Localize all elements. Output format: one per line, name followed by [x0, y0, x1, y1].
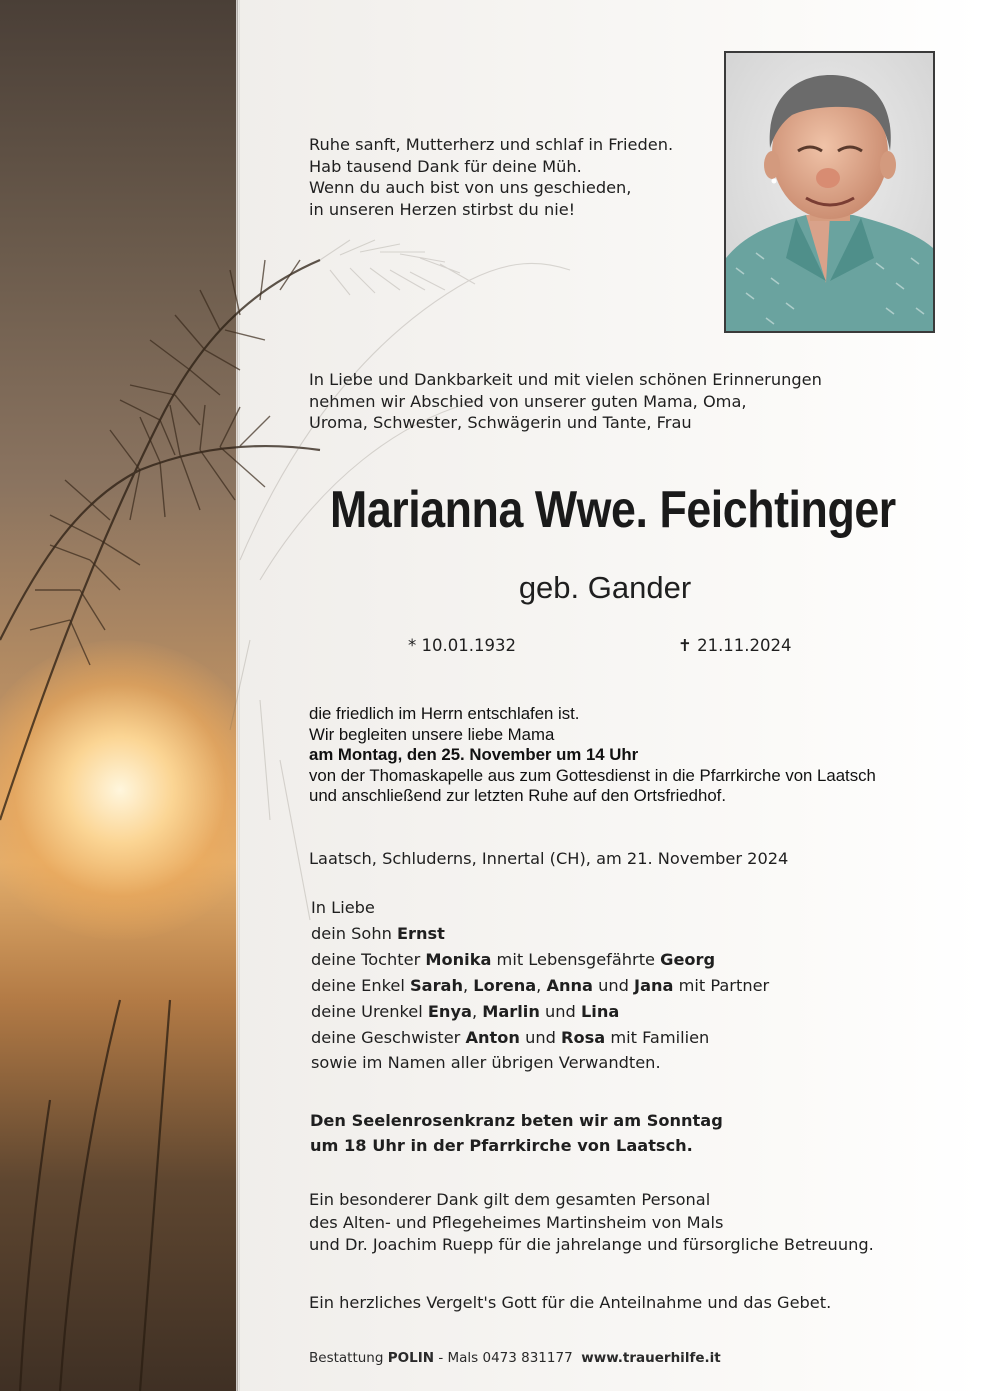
sun-glow: [0, 640, 238, 940]
portrait-image: [726, 53, 933, 331]
website-link[interactable]: www.trauerhilfe.it: [581, 1350, 721, 1366]
rosary-line: Den Seelenrosenkranz beten wir am Sonntag: [310, 1111, 723, 1130]
thanks-line: und Dr. Joachim Ruepp für die jahrelange und fürsorgliche Betreuung.: [309, 1235, 874, 1254]
sunset-photo-band: [0, 0, 238, 1391]
relative-great-grandchildren: deine Urenkel Enya, Marlin und Lina: [311, 1001, 620, 1021]
relative-others: sowie im Namen aller übrigen Verwandten.: [311, 1053, 661, 1073]
thanks-line: Ein besonderer Dank gilt dem gesamten Personal: [309, 1190, 711, 1209]
relative-son: dein Sohn Ernst: [311, 923, 445, 943]
poem-line: Ruhe sanft, Mutterherz und schlaf in Frieden.: [309, 135, 674, 154]
band-edge-divider: [236, 0, 240, 1391]
maiden-name: geb. Gander: [518, 570, 692, 605]
place-and-date: Laatsch, Schluderns, Innertal (CH), am 21. November 2024: [309, 849, 789, 868]
rosary-line: um 18 Uhr in der Pfarrkirche von Laatsch.: [310, 1136, 693, 1155]
mourners-list: [311, 895, 769, 1076]
funeral-line: die friedlich im Herrn entschlafen ist.: [309, 704, 580, 723]
poem-line: in unseren Herzen stirbst du nie!: [309, 199, 576, 219]
rosary-notice: [310, 1108, 723, 1158]
funeral-date-time: am Montag, den 25. November um 14 Uhr: [309, 745, 639, 764]
deceased-name: Marianna Wwe. Feichtinger: [330, 481, 896, 539]
memorial-poem: [309, 134, 673, 220]
funeral-line: von der Thomaskapelle aus zum Gottesdienst in die Pfarrkirche von Laatsch: [309, 765, 876, 785]
death-date: ✝ 21.11.2024: [678, 636, 792, 655]
relative-siblings: deine Geschwister Anton und Rosa mit Familien: [311, 1027, 710, 1047]
in-liebe: In Liebe: [311, 898, 375, 917]
relative-grandchildren: deine Enkel Sarah, Lorena, Anna und Jana mit Partner: [311, 975, 770, 995]
closing-thanks: Ein herzliches Vergelt's Gott für die Anteilnahme und das Gebet.: [309, 1293, 832, 1312]
funeral-home-footer: Bestattung POLIN - Mals 0473 831177 www.trauerhilfe.it: [309, 1350, 721, 1366]
farewell-intro: [309, 369, 822, 434]
special-thanks: [309, 1189, 874, 1257]
funeral-line: und anschließend zur letzten Ruhe auf den Ortsfriedhof.: [309, 786, 726, 805]
poem-line: Wenn du auch bist von uns geschieden,: [309, 178, 632, 197]
intro-line: Uroma, Schwester, Schwägerin und Tante, Frau: [309, 413, 692, 432]
funeral-home-name: POLIN: [387, 1350, 435, 1366]
intro-line: nehmen wir Abschied von unserer guten Mama, Oma,: [309, 391, 747, 411]
relative-daughter: deine Tochter Monika mit Lebensgefährte Georg: [311, 949, 716, 969]
intro-line: In Liebe und Dankbarkeit und mit vielen schönen Erinnerungen: [309, 370, 822, 389]
thanks-line: des Alten- und Pflegeheimes Martinsheim von Mals: [309, 1212, 724, 1232]
portrait-photo: [724, 51, 935, 333]
funeral-line: Wir begleiten unsere liebe Mama: [309, 724, 555, 744]
birth-date: * 10.01.1932: [408, 636, 516, 655]
funeral-details: [309, 704, 876, 807]
poem-line: Hab tausend Dank für deine Müh.: [309, 156, 582, 176]
